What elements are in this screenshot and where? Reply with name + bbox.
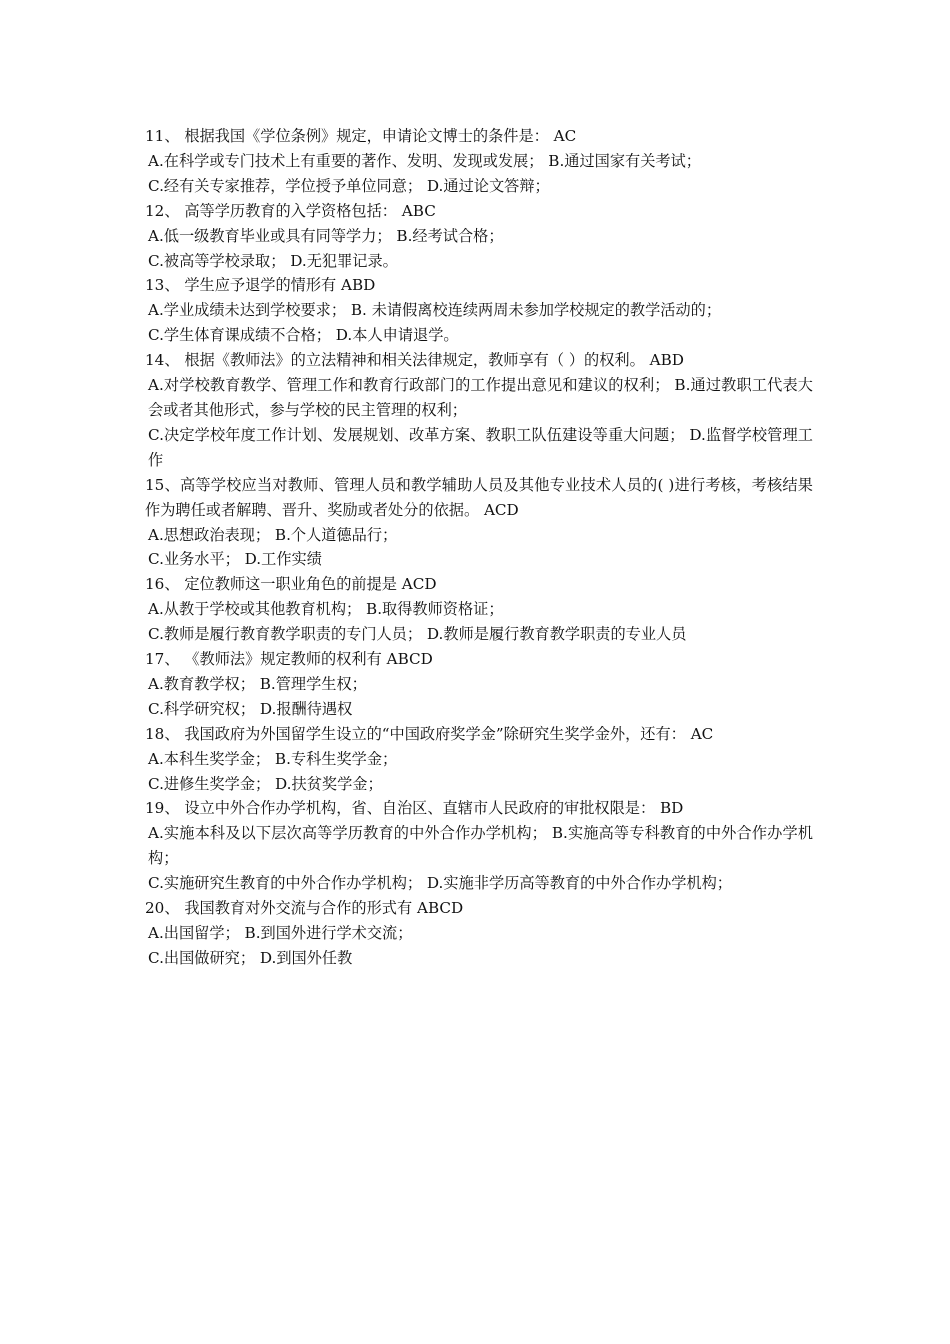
question-18: [145, 722, 813, 797]
document-page: [145, 124, 813, 971]
option-line: C.实施研究生教育的中外合作办学机构； D.实施非学历高等教育的中外合作办学机构；: [148, 874, 732, 893]
option-line: C.经有关专家推荐，学位授予单位同意； D.通过论文答辩；: [148, 176, 550, 195]
option-line: A.思想政治表现； B.个人道德品行；: [148, 525, 398, 544]
question-12: [145, 199, 813, 274]
question-stem: 18、 我国政府为外国留学生设立的“中国政府奖学金”除研究生奖学金外，还有： AC: [145, 724, 714, 743]
question-15: [145, 473, 813, 573]
option-line: C.出国做研究； D.到国外任教: [148, 948, 353, 967]
question-stem: 16、 定位教师这一职业角色的前提是 ACD: [145, 575, 437, 594]
option-line: A.实施本科及以下层次高等学历教育的中外合作办学机构； B.实施高等专科教育的中外合作办学机构；: [148, 824, 813, 868]
question-stem: 14、 根据《教师法》的立法精神和相关法律规定，教师享有（ ）的权利。 ABD: [145, 351, 684, 370]
question-stem: 15、高等学校应当对教师、管理人员和教学辅助人员及其他专业技术人员的( )进行考核，考核结果作为聘任或者解聘、晋升、奖励或者处分的依据。 ACD: [145, 475, 813, 519]
option-line: C.科学研究权； D.报酬待遇权: [148, 699, 353, 718]
option-line: C.业务水平； D.工作实绩: [148, 550, 322, 569]
question-17: [145, 647, 813, 722]
option-line: C.教师是履行教育教学职责的专门人员； D.教师是履行教育教学职责的专业人员: [148, 625, 687, 644]
option-line: C.学生体育课成绩不合格； D.本人申请退学。: [148, 326, 459, 345]
question-stem: 11、 根据我国《学位条例》规定，申请论文博士的条件是： AC: [145, 127, 577, 145]
question-16: [145, 572, 813, 647]
option-line: A.对学校教育教学、管理工作和教育行政部门的工作提出意见和建议的权利； B.通过教职工代表大会或者其他形式，参与学校的民主管理的权利；: [148, 376, 813, 419]
option-line: A.学业成绩未达到学校要求； B. 未请假离校连续两周未参加学校规定的教学活动的；: [148, 301, 722, 320]
question-14: [145, 348, 813, 473]
question-stem: 12、 高等学历教育的入学资格包括： ABC: [145, 201, 436, 220]
option-line: A.教育教学权； B.管理学生权；: [148, 674, 367, 693]
option-line: A.本科生奖学金； B.专科生奖学金；: [148, 749, 398, 768]
option-line: A.从教于学校或其他教育机构； B.取得教师资格证；: [148, 600, 504, 619]
option-line: A.出国留学； B.到国外进行学术交流；: [148, 924, 413, 942]
option-line: A.低一级教育毕业或具有同等学力； B.经考试合格；: [148, 226, 504, 245]
question-20: [145, 896, 813, 971]
option-line: A.在科学或专门技术上有重要的著作、发明、发现或发展； B.通过国家有关考试；: [148, 151, 701, 170]
option-line: C.决定学校年度工作计划、发展规划、改革方案、教职工队伍建设等重大问题； D.监督学校管理工作: [148, 425, 813, 469]
question-stem: 17、 《教师法》规定教师的权利有 ABCD: [145, 650, 433, 669]
option-line: C.进修生奖学金； D.扶贫奖学金；: [148, 774, 383, 793]
question-19: [145, 796, 813, 896]
option-line: C.被高等学校录取； D.无犯罪记录。: [148, 251, 398, 270]
question-stem: 13、 学生应予退学的情形有 ABD: [145, 276, 376, 295]
question-stem: 19、 设立中外合作办学机构，省、自治区、直辖市人民政府的审批权限是： BD: [145, 799, 684, 818]
question-11: [145, 124, 813, 199]
question-stem: 20、 我国教育对外交流与合作的形式有 ABCD: [145, 899, 464, 918]
question-13: [145, 273, 813, 348]
